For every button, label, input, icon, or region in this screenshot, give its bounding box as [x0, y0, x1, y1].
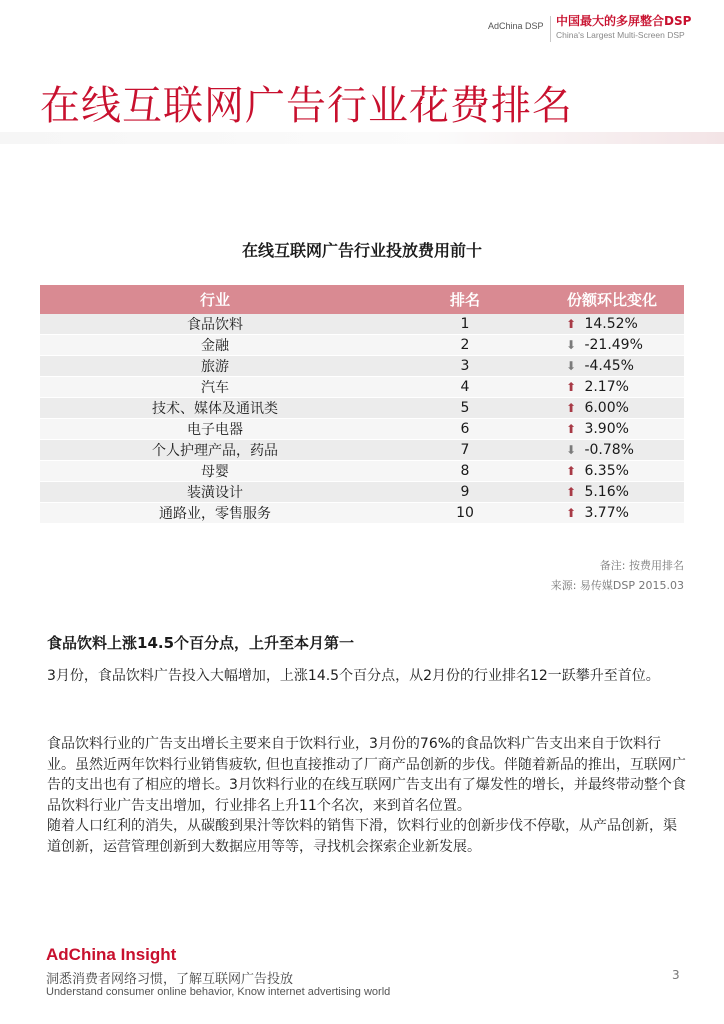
cell-rank: 1	[390, 314, 540, 335]
footer-tagline-cn: 洞悉消费者网络习惯，了解互联网广告投放	[46, 972, 294, 987]
arrow-down-icon: ⬇	[565, 359, 577, 374]
table-row	[40, 377, 684, 398]
article-paragraph-2: 食品饮料行业的广告支出增长主要来自于饮料行业，3月份的76%的食品饮料广告支出来自于饮料行业。虽然近两年饮料行业销售疲软, 但也直接推动了厂商产品创新的步伐。伴随着新品的推出，互联网广告的支出也有了相应的增长。3月饮料行业的在线互联网广告支出有了爆发性的增长，并最终带动整个食品饮料行业广告支出增加，行业排名上升11个名次，来到首名位置。	[47, 736, 686, 814]
header-change: 份额环比变化	[540, 285, 684, 314]
cell-change	[540, 356, 684, 377]
article-body	[47, 734, 687, 858]
cell-rank: 7	[390, 440, 540, 461]
header-rank: 排名	[390, 285, 540, 314]
cell-industry: 电子电器	[40, 419, 390, 440]
arrow-up-icon: ⬆	[565, 464, 577, 479]
table-source: 来源: 易传媒DSP 2015.03	[550, 579, 684, 592]
arrow-up-icon: ⬆	[565, 317, 577, 332]
arrow-up-icon: ⬆	[565, 422, 577, 437]
brand-subtitle: China's Largest Multi-Screen DSP	[556, 30, 685, 40]
cell-rank: 6	[390, 419, 540, 440]
footer-brand: AdChina Insight	[46, 945, 177, 964]
cell-change	[540, 461, 684, 482]
cell-change	[540, 335, 684, 356]
brand-cn: 中国最大的多屏整合DSP	[556, 14, 692, 28]
table-row	[40, 461, 684, 482]
brand-divider	[550, 16, 551, 42]
change-value: 6.00%	[584, 400, 629, 417]
footer-tagline-en: Understand consumer online behavior, Know internet advertising world	[46, 986, 391, 998]
change-value: 2.17%	[584, 379, 629, 396]
cell-change	[540, 482, 684, 503]
cell-rank: 4	[390, 377, 540, 398]
cell-industry: 技术、媒体及通讯类	[40, 398, 390, 419]
page-number: 3	[672, 968, 680, 982]
table-row	[40, 440, 684, 461]
change-value: -4.45%	[584, 358, 634, 375]
arrow-up-icon: ⬆	[565, 506, 577, 521]
table-title: 在线互联网广告行业投放费用前十	[241, 241, 482, 260]
table-header-row	[40, 285, 684, 314]
cell-industry: 母婴	[40, 461, 390, 482]
change-value: 5.16%	[584, 484, 629, 501]
article-paragraph-1: 3月份，食品饮料广告投入大幅增加，上涨14.5个百分点，从2月份的行业排名12一跃攀升至首位。	[47, 668, 660, 684]
change-value: -21.49%	[584, 337, 643, 354]
cell-industry: 食品饮料	[40, 314, 390, 335]
cell-rank: 9	[390, 482, 540, 503]
cell-industry: 汽车	[40, 377, 390, 398]
table-note: 备注: 按费用排名	[599, 559, 684, 572]
table-row	[40, 356, 684, 377]
title-divider	[0, 132, 724, 144]
cell-change	[540, 377, 684, 398]
change-value: 3.90%	[584, 421, 629, 438]
cell-change	[540, 419, 684, 440]
table-row	[40, 503, 684, 524]
table-row	[40, 419, 684, 440]
table-row	[40, 314, 684, 335]
arrow-down-icon: ⬇	[565, 443, 577, 458]
cell-industry: 旅游	[40, 356, 390, 377]
change-value: -0.78%	[584, 442, 634, 459]
cell-rank: 2	[390, 335, 540, 356]
table-row	[40, 398, 684, 419]
cell-change	[540, 314, 684, 335]
table-row	[40, 482, 684, 503]
article-heading: 食品饮料上涨14.5个百分点，上升至本月第一	[47, 634, 355, 652]
change-value: 14.52%	[584, 316, 638, 333]
change-value: 6.35%	[584, 463, 629, 480]
cell-industry: 金融	[40, 335, 390, 356]
cell-industry: 个人护理产品，药品	[40, 440, 390, 461]
arrow-down-icon: ⬇	[565, 338, 577, 353]
cell-change	[540, 503, 684, 524]
arrow-up-icon: ⬆	[565, 485, 577, 500]
cell-rank: 3	[390, 356, 540, 377]
cell-change	[540, 398, 684, 419]
cell-rank: 10	[390, 503, 540, 524]
header-industry: 行业	[40, 285, 390, 314]
arrow-up-icon: ⬆	[565, 401, 577, 416]
cell-industry: 装潢设计	[40, 482, 390, 503]
cell-rank: 8	[390, 461, 540, 482]
article-paragraph-3: 随着人口红利的消失，从碳酸到果汁等饮料的销售下滑，饮料行业的创新步伐不停歇，从产品创新，渠道创新，运营管理创新到大数据应用等等，寻找机会探索企业新发展。	[47, 818, 677, 855]
brand-header	[0, 12, 724, 52]
table-body	[40, 314, 684, 524]
cell-industry: 通路业，零售服务	[40, 503, 390, 524]
arrow-up-icon: ⬆	[565, 380, 577, 395]
table-row	[40, 335, 684, 356]
cell-rank: 5	[390, 398, 540, 419]
brand-en: AdChina DSP	[488, 21, 544, 31]
page-title: 在线互联网广告行业花费排名	[40, 83, 573, 129]
ranking-table	[40, 285, 684, 524]
cell-change	[540, 440, 684, 461]
change-value: 3.77%	[584, 505, 629, 522]
